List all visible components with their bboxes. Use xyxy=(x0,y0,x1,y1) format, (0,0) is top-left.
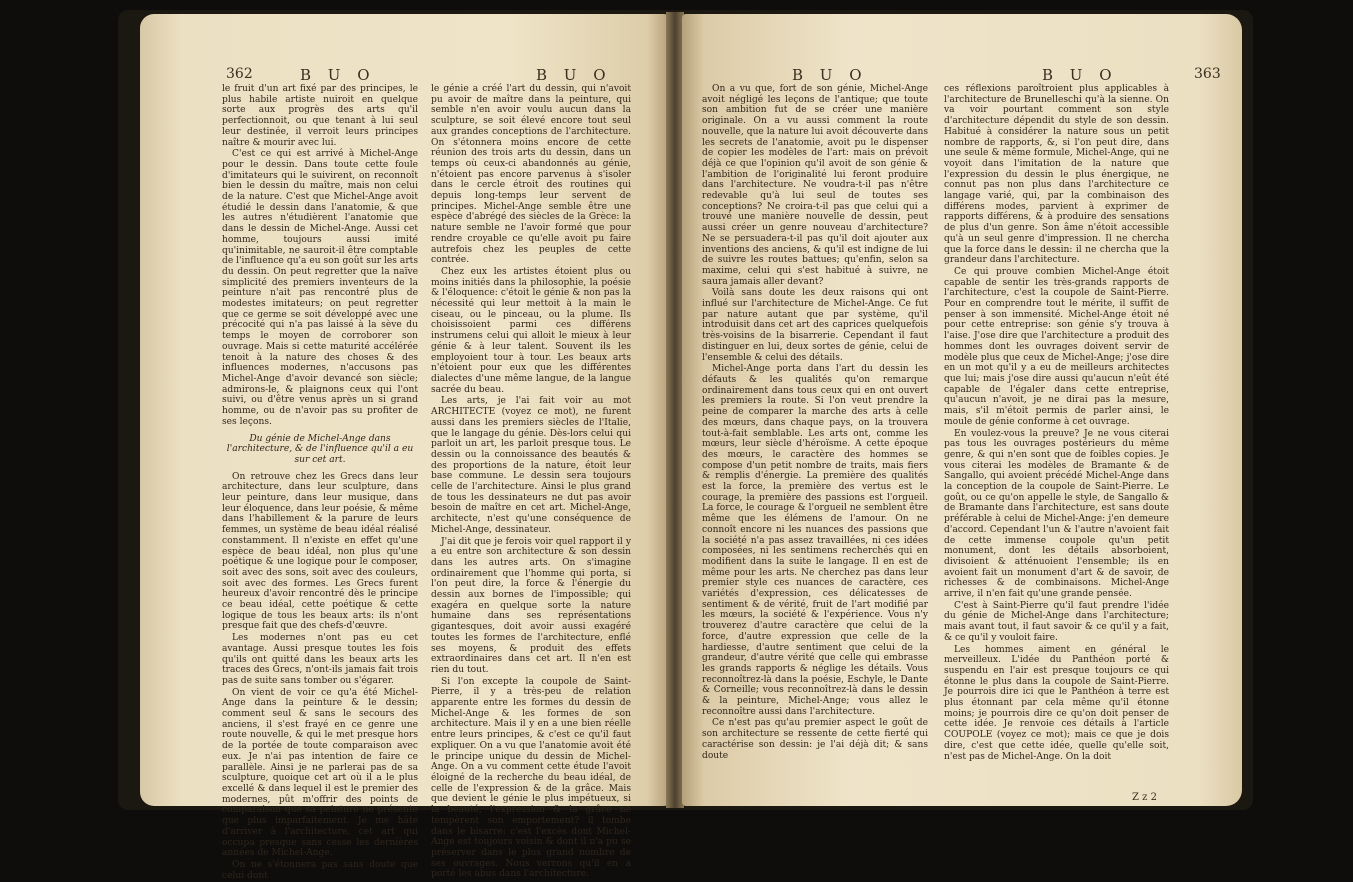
paragraph: Voilà sans doute les deux raisons qui ont influé sur l'architecture de Michel-Ange. Ce fut par nature autant que par système, qu'il introduisit dans cet art des caprices quelquefois très-voisins de la bisarrerie. Cependant il faut distinguer en lui, deux sortes de génie, celui de l'ensemble & celui des détails. xyxy=(702,288,928,363)
paragraph: On retrouve chez les Grecs dans leur architecture, dans leur sculpture, dans leur peinture, dans leur musique, dans leur éloquence, dans leur poésie, & même dans l'habillement & la parure de leurs femmes, un système de beau idéal réalisé constamment. Il n'existe en effet qu'une espèce de beau idéal, non plus qu'une poétique & une logique pour le composer, soit avec des sons, soit avec des couleurs, soit avec des formes. Les Grecs furent heureux d'avoir rencontré dès le principe ce beau idéal, cette poétique & cette logique de tous les beaux arts: ils n'ont presque fait que des chefs-d'œuvre. xyxy=(222,471,418,632)
right-page-number: 363 xyxy=(1194,66,1221,82)
left-running-head-1: B U O xyxy=(300,66,376,84)
left-running-head-2: B U O xyxy=(536,66,612,84)
paragraph: Les arts, je l'ai fait voir au mot ARCHITECTE (voyez ce mot), ne furent aussi dans les premiers siècles de l'Italie, que le langage du génie. Dès-lors celui qui parloit un art, les parloit presque tous. Le dessin ou la connoissance des beautés & des proportions de la nature, étoit leur base commune. Le dessin sera toujours celle de l'architecture. Ainsi le plus grand de tous les dessinateurs ne dut pas avoir besoin de maître en cet art. Michel-Ange, architecte, n'est qu'une conséquence de Michel-Ange, dessinateur. xyxy=(431,396,631,535)
paragraph: Michel-Ange porta dans l'art du dessin les défauts & les qualités qu'on remarque ordinairement dans tous ceux qui en ont ouvert les premiers la route. Si l'on veut prendre la peine de comparer la marche des arts à celle des mœurs, dans chaque pays, on la trouvera tout-à-fait semblable. Les arts ont, comme les mœurs, leur siècle d'héroïsme. A cette époque des mœurs, le caractère des hommes se compose d'un petit nombre de traits, mais fiers & remplis d'énergie. La première des qualités est la force, la première des vertus est le courage, la première des passions est l'orgueil. La force, le courage & l'orgueil ne semblent être même que les élémens de l'amour. On ne connoît encore ni les nuances des passions que la société n'a pas assez travaillées, ni ces idées composées, ni les sentimens recherchés qui en modifient dans la suite le langage. Il en est de même pour les arts. Ne cherchez pas dans leur premier style ces nuances de caractère, ces variétés d'expression, ces délicatesses de sentiment & de vérité, fruit de l'art modifié par les mœurs, la société & l'expérience. Vous n'y trouverez d'autre caractère que celui de la force, d'autre expression que celle de la hardiesse, d'autre sentiment que celui de la grandeur, d'autre vérité que celle qui embrasse les grands rapports & néglige les détails. Vous reconnoîtrez-là dans la poésie, Eschyle, le Dante & Corneille; vous reconnoîtrez-là dans le dessin & la peinture, Michel-Ange; vous allez le reconnoître aussi dans l'architecture. xyxy=(702,364,928,717)
paragraph: Les modernes n'ont pas eu cet avantage. Aussi presque toutes les fois qu'ils ont quitté dans les beaux arts les traces des Grecs, n'ont-ils jamais fait trois pas de suite sans tomber ou s'égarer. xyxy=(222,633,418,686)
paragraph: On a vu que, fort de son génie, Michel-Ange avoit négligé les leçons de l'antique; que toute son ambition fut de se créer une manière originale. On a vu aussi comment la route nouvelle, que la nature lui avoit découverte dans les secrets de l'anatomie, avoit pu le dispenser de copier les modèles de l'art: mais on prévoit déjà ce que l'opinion qu'il avoit de son génie & l'ambition de l'originalité lui feront produire dans l'architecture. Ne voudra-t-il pas n'être redevable qu'à lui seul de toutes ses conceptions? Ne croira-t-il pas que celui qui a trouvé une manière nouvelle de dessin, peut aussi créer un genre nouveau d'architecture? Ne se persuadera-t-il pas qu'il doit ajouter aux inventions des anciens, & qu'il est indigne de lui de suivre les routes battues; qu'enfin, selon sa maxime, celui qui s'est habitué à suivre, ne saura jamais aller devant? xyxy=(702,84,928,287)
paragraph: On ne s'étonnera pas sans doute que celui dont xyxy=(222,859,418,881)
paragraph: En voulez-vous la preuve? Je ne vous citerai pas tous les ouvrages postérieurs du même genre, & qui n'en sont que de foibles copies. Je vous citerai les modèles de Bramante & de Sangallo, qui avoient précédé Michel-Ange dans la conception de la coupole de Saint-Pierre. Le goût, ou ce qu'on appelle le style, de Sangallo & de Bramante dans l'architecture, est sans doute préférable à celui de Michel-Ange: j'en demeure d'accord. Cependant l'un & l'autre n'avoient fait de cette immense coupole qu'un petit monument, dont les détails absorboient, divisoient & atténuoient l'ensemble; ils en avoient fait un monument d'art & de savoir, de richesses & de combinaisons. Michel-Ange arrive, il n'en fait qu'une grande pensée. xyxy=(944,428,1169,600)
left-page-number: 362 xyxy=(226,66,253,82)
paragraph: Ce n'est pas qu'au premier aspect le goût de son architecture se ressente de cette fierté qui caractérise son dessin: je l'ai déjà dit; & sans doute xyxy=(702,718,928,761)
paragraph: le fruit d'un art fixé par des principes, le plus habile artiste nuiroit en quelque sorte aux progrès des arts qu'il perfectionnoit, ou que tenant à lui seul leur destinée, il verroit leurs principes naître & mourir avec lui. xyxy=(222,84,418,148)
right-column-1 xyxy=(702,84,928,762)
right-column-2 xyxy=(944,84,1169,763)
right-page xyxy=(682,14,1242,806)
signature-mark: Z z 2 xyxy=(1132,792,1157,803)
right-running-head-1: B U O xyxy=(792,66,868,84)
paragraph: Si l'on excepte la coupole de Saint-Pierre, il y a très-peu de relation apparente entre les formes du dessin de Michel-Ange & les formes de son architecture. Mais il y en a une bien réelle entre leurs principes, & c'est ce qu'il faut expliquer. On a vu que l'anatomie avoit été le principe unique du dessin de Michel-Ange. On a vu comment cette étude l'avoit éloigné de la recherche du beau idéal, de celle de l'expression & de la grâce. Mais que devient le génie le plus impétueux, si la beauté, l'expression & la grâce ne tempèrent son emportement? il tombe dans le bisarre: c'est l'excès dont Michel-Ange est toujours voisin & dont il n'a pu se préserver dans le plus grand nombre de ses ouvrages. Nous verrons qu'il en a porté les abus dans l'architecture. xyxy=(431,676,631,880)
left-column-1 xyxy=(222,84,418,882)
paragraph: le génie a créé l'art du dessin, qui n'avoit pu avoir de maître dans la peinture, qui semble n'en avoir voulu aucun dans la sculpture, se soit élevé encore tout seul aux grandes conceptions de l'architecture. On s'étonnera moins encore de cette réunion des trois arts du dessin, dans un temps où ceux-ci abandonnés au génie, n'étoient pas encore parvenus à s'isoler dans le cercle étroit des routines qui depuis long-temps leur servent de principes. Michel-Ange semble être une espèce d'abrégé des siècles de la Grèce: la nature semble ne l'avoir formé que pour rendre croyable ce qu'elle avoit pu faire autrefois chez les peuples de cette contrée. xyxy=(431,84,631,266)
paragraph: C'est à Saint-Pierre qu'il faut prendre l'idée du génie de Michel-Ange dans l'architecture; mais avant tout, il faut savoir & ce qu'il y a fait, & ce qu'il y vouloit faire. xyxy=(944,600,1169,643)
left-column-2 xyxy=(431,84,631,881)
right-running-head-2: B U O xyxy=(1042,66,1118,84)
section-heading: Du génie de Michel-Ange dans l'architecture, & de l'influence qu'il a eu sur cet art. xyxy=(226,433,414,465)
paragraph: C'est ce qui est arrivé à Michel-Ange pour le dessin. Dans toute cette foule d'imitateurs qui le suivirent, on reconnoît bien le dessin du maître, mais non celui de la nature. C'est que Michel-Ange avoit étudié le dessin dans l'anatomie, & que les autres n'étudièrent l'anatomie que dans le dessin de Michel-Ange. Aussi cet homme, toujours aussi imité qu'inimitable, ne sauroit-il être comptable de l'influence qu'a eu son goût sur les arts du dessin. On peut regretter que la naïve simplicité des premiers inventeurs de la peinture n'ait pas rencontré plus de modestes imitateurs; on peut regretter que ce germe se soit développé avec une précocité qui n'a pas laissé à la sève du temps le moyen de corroborer son ouvrage. Mais si cette maturité accélérée tenoit à la nature des choses & des influences modernes, n'accusons pas Michel-Ange d'avoir devancé son siècle; admirons-le, & plaignons ceux qui l'ont suivi, ou d'être venus après un si grand homme, ou de n'avoir pas su profiter de ses leçons. xyxy=(222,149,418,427)
paragraph: Chez eux les artistes étoient plus ou moins initiés dans la philosophie, la poésie & l'éloquence: c'étoit le génie & non pas la nécessité qui leur mettoit à la main le ciseau, ou le pinceau, ou la plume. Ils choisissoient parmi ces différens instrumens celui qui alloit le mieux à leur génie & à leur talent. Souvent ils les employoient tour à tour. Les beaux arts n'étoient pour eux que les différentes dialectes d'une même langue, de la langue sacrée du beau. xyxy=(431,266,631,395)
paragraph: On vient de voir ce qu'a été Michel-Ange dans la peinture & le dessin; comment seul & sans le secours des anciens, il s'est frayé en ce genre une route nouvelle, & qui le met presque hors de la portée de toute comparaison avec eux. Je n'ai pas intention de faire ce parallèle. Ainsi je ne parlerai pas de sa sculpture, quoique cet art où il a le plus excellé & dans lequel il est le premier des modernes, pût m'offrir des points de comparaison que sa peinture ne présente que plus imparfaitement. Je me hâte d'arriver à l'architecture, cet art qui occupa presque sans cesse les dernières années de Michel-Ange. xyxy=(222,687,418,859)
paragraph: J'ai dit que je ferois voir quel rapport il y a eu entre son architecture & son dessin dans les autres arts. On s'imagine ordinairement que l'homme qui porta, si l'on peut dire, la force & l'énergie du dessin aux bornes de l'impossible; qui exagéra en quelque sorte la nature humaine dans ses représentations gigantesques, doit avoir aussi exagéré toutes les formes de l'architecture, enflé ses moyens, & produit des effets extraordinaires dans cet art. Il n'en est rien du tout. xyxy=(431,536,631,675)
paragraph: Les hommes aiment en général le merveilleux. L'idée du Panthéon porté & suspendu en l'air est presque toujours ce qui étonne le plus dans la coupole de Saint-Pierre. Je pourrois dire ici que le Panthéon à terre est plus étonnant par cela même qu'il étonne moins; je pourrois dire ce qu'on doit penser de cette idée. Je renvoie ces détails à l'article COUPOLE (voyez ce mot); mais ce que je dois dire, c'est que cette idée, quelle qu'elle soit, n'est pas de Michel-Ange. On la doit xyxy=(944,644,1169,762)
paragraph: ces réflexions paroîtroient plus applicables à l'architecture de Brunelleschi qu'à la sienne. On va voir pourtant comment son style d'architecture dépendit du style de son dessin. Habitué à considérer la nature sous un petit nombre de rapports, &, si l'on peut dire, dans une seule & même formule, Michel-Ange, qui ne voyoit dans l'imitation de la nature que l'expression du dessin le plus énergique, ne connut pas non plus dans l'architecture ce langage varié, qui, par la combinaison des différens modes, parvient à exprimer de rapports différens, & à produire des sensations de plus d'un genre. Son âme n'étoit accessible qu'à un seul genre d'impression. Il ne chercha que la force dans le dessin: il ne chercha que la grandeur dans l'architecture. xyxy=(944,84,1169,266)
paragraph: Ce qui prouve combien Michel-Ange étoit capable de sentir les très-grands rapports de l'architecture, c'est la coupole de Saint-Pierre. Pour en comprendre tout le mérite, il suffit de penser à son immensité. Michel-Ange étoit né pour cette entreprise: son génie s'y trouva à l'aise. J'ose dire que l'architecture a produit des hommes dont les ouvrages doivent servir de modèle plus que ceux de Michel-Ange; j'ose dire en un mot qu'il y a eu de meilleurs architectes que lui; mais j'ose dire aussi qu'aucun n'eût été capable de l'égaler dans cette entreprise, qu'aucun n'avoit, je ne dirai pas la mesure, mais, s'il m'étoit permis de parler ainsi, le moule de génie conforme à cet ouvrage. xyxy=(944,266,1169,427)
left-page xyxy=(140,14,668,881)
